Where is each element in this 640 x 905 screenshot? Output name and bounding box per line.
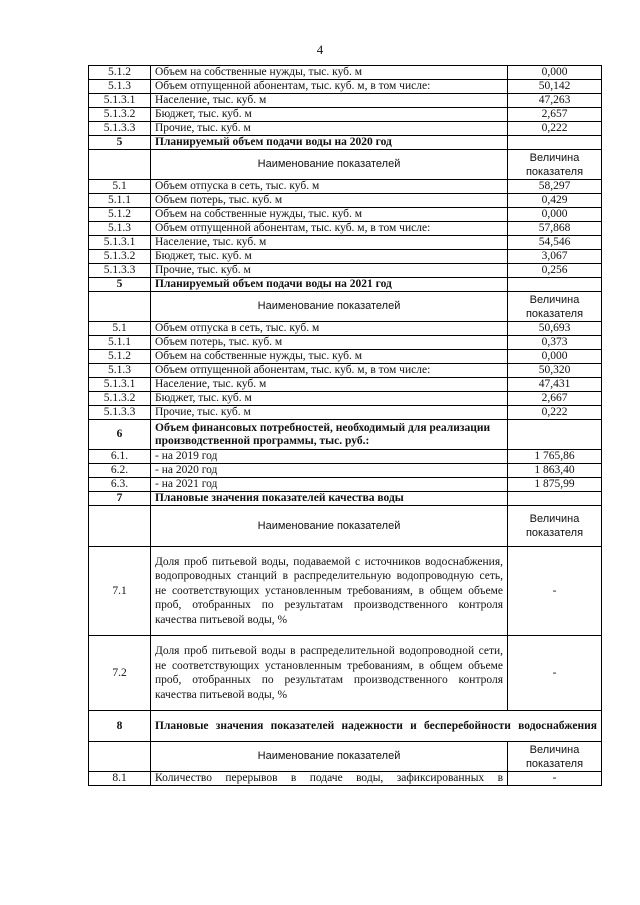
row-label: Прочие, тыс. куб. м: [151, 264, 508, 278]
table-row: [89, 180, 602, 194]
row-label: Планируемый объем подачи воды на 2020 год: [151, 136, 508, 150]
table-row: [89, 364, 602, 378]
row-label: Доля проб питьевой воды, подаваемой с источников водоснабжения, водопроводных станций в распределительную водопроводную сеть, не соответствующих установленным требованиям, в общем объеме проб, отобранных по результатам производственного контроля качества питьевой воды, %: [151, 547, 508, 636]
table-row: [89, 278, 602, 292]
row-value: Величина показателя: [508, 292, 602, 322]
row-number: [89, 742, 151, 772]
row-value: 2,657: [508, 108, 602, 122]
row-label: Наименование показателей: [151, 742, 508, 772]
row-label: Наименование показателей: [151, 292, 508, 322]
table-row: [89, 292, 602, 322]
table-row: [89, 478, 602, 492]
row-label: Объем на собственные нужды, тыс. куб. м: [151, 350, 508, 364]
row-number: 5.1.3.3: [89, 122, 151, 136]
row-value: 3,067: [508, 250, 602, 264]
row-value: 0,000: [508, 66, 602, 80]
row-number: [89, 150, 151, 180]
row-number: 5.1.3: [89, 80, 151, 94]
row-number: [89, 506, 151, 547]
row-value: 0,222: [508, 122, 602, 136]
row-value: 1 765,86: [508, 450, 602, 464]
row-value: [508, 492, 602, 506]
row-number: 8.1: [89, 772, 151, 786]
table-row: [89, 194, 602, 208]
row-label: - на 2019 год: [151, 450, 508, 464]
row-value: 47,263: [508, 94, 602, 108]
row-value: -: [508, 547, 602, 636]
row-value: 0,429: [508, 194, 602, 208]
row-number: 5.1.1: [89, 336, 151, 350]
row-number: 5.1: [89, 322, 151, 336]
row-label: Объем потерь, тыс. куб. м: [151, 194, 508, 208]
row-label: Наименование показателей: [151, 506, 508, 547]
row-number: 5.1.3.1: [89, 236, 151, 250]
table-row: [89, 450, 602, 464]
row-label: Плановые значения показателей надежности и бесперебойности водоснабжения: [151, 711, 602, 742]
row-number: 5.1.3: [89, 222, 151, 236]
table-row: [89, 136, 602, 150]
table-row: [89, 492, 602, 506]
indicators-table: [88, 65, 602, 786]
row-value: 0,222: [508, 406, 602, 420]
row-value: 1 863,40: [508, 464, 602, 478]
row-value: [508, 136, 602, 150]
row-label: Планируемый объем подачи воды на 2021 год: [151, 278, 508, 292]
table-row: [89, 464, 602, 478]
row-label: Количество перерывов в подаче воды, зафиксированных в: [151, 772, 508, 786]
row-label: Прочие, тыс. куб. м: [151, 122, 508, 136]
row-value: 50,693: [508, 322, 602, 336]
table-row: [89, 406, 602, 420]
row-number: 6.3.: [89, 478, 151, 492]
row-value: Величина показателя: [508, 506, 602, 547]
table-row: [89, 392, 602, 406]
table-row: [89, 94, 602, 108]
row-number: 7.1: [89, 547, 151, 636]
row-number: 5.1: [89, 180, 151, 194]
table-row: [89, 108, 602, 122]
table-row: [89, 547, 602, 636]
row-number: 8: [89, 711, 151, 742]
table-row: [89, 506, 602, 547]
row-label: Объем на собственные нужды, тыс. куб. м: [151, 66, 508, 80]
row-label: Прочие, тыс. куб. м: [151, 406, 508, 420]
row-number: 5: [89, 136, 151, 150]
row-number: 5: [89, 278, 151, 292]
row-label: Доля проб питьевой воды в распределительной водопроводной сети, не соответствующих установленным требованиям, в общем объеме проб, отобранных по результатам производственного контроля качества питьевой воды, %: [151, 636, 508, 711]
row-value: [508, 420, 602, 450]
row-label: Население, тыс. куб. м: [151, 94, 508, 108]
page-number: 4: [316, 42, 324, 57]
table-row: [89, 264, 602, 278]
table-row: [89, 336, 602, 350]
row-label: Население, тыс. куб. м: [151, 236, 508, 250]
row-number: 5.1.3.3: [89, 264, 151, 278]
table-row: [89, 711, 602, 742]
row-number: 5.1.3.3: [89, 406, 151, 420]
row-label: Объем финансовых потребностей, необходимый для реализации производственной программы, тыс. руб.:: [151, 420, 508, 450]
table-row: [89, 122, 602, 136]
row-number: 5.1.1: [89, 194, 151, 208]
row-value: 0,000: [508, 350, 602, 364]
table-row: [89, 378, 602, 392]
table-row: [89, 350, 602, 364]
row-value: 0,373: [508, 336, 602, 350]
row-value: 58,297: [508, 180, 602, 194]
row-label: Объем отпущенной абонентам, тыс. куб. м, в том числе:: [151, 222, 508, 236]
row-value: 57,868: [508, 222, 602, 236]
row-number: 5.1.2: [89, 208, 151, 222]
row-number: 5.1.3.2: [89, 108, 151, 122]
row-number: 5.1.2: [89, 350, 151, 364]
row-label: - на 2020 год: [151, 464, 508, 478]
row-label: Наименование показателей: [151, 150, 508, 180]
row-number: 5.1.3: [89, 364, 151, 378]
row-value: 0,000: [508, 208, 602, 222]
row-number: 6.2.: [89, 464, 151, 478]
row-value: 0,256: [508, 264, 602, 278]
row-value: 50,142: [508, 80, 602, 94]
row-value: Величина показателя: [508, 150, 602, 180]
table-row: [89, 66, 602, 80]
row-label: Объем отпущенной абонентам, тыс. куб. м, в том числе:: [151, 364, 508, 378]
row-label: - на 2021 год: [151, 478, 508, 492]
row-number: 5.1.3.2: [89, 250, 151, 264]
row-value: 1 875,99: [508, 478, 602, 492]
table-row: [89, 772, 602, 786]
row-number: 5.1.3.1: [89, 94, 151, 108]
table-row: [89, 250, 602, 264]
row-value: -: [508, 772, 602, 786]
row-label: Объем отпуска в сеть, тыс. куб. м: [151, 322, 508, 336]
table-row: [89, 420, 602, 450]
table-row: [89, 322, 602, 336]
row-value: 47,431: [508, 378, 602, 392]
row-number: 6.1.: [89, 450, 151, 464]
row-number: 6: [89, 420, 151, 450]
table-row: [89, 208, 602, 222]
row-label: Объем на собственные нужды, тыс. куб. м: [151, 208, 508, 222]
row-label: Объем отпущенной абонентам, тыс. куб. м, в том числе:: [151, 80, 508, 94]
row-label: Население, тыс. куб. м: [151, 378, 508, 392]
table-row: [89, 636, 602, 711]
row-number: 7: [89, 492, 151, 506]
table-row: [89, 80, 602, 94]
row-label: Бюджет, тыс. куб. м: [151, 392, 508, 406]
row-value: 54,546: [508, 236, 602, 250]
row-number: 5.1.3.1: [89, 378, 151, 392]
table-row: [89, 236, 602, 250]
row-number: 7.2: [89, 636, 151, 711]
row-label: Бюджет, тыс. куб. м: [151, 250, 508, 264]
row-label: Бюджет, тыс. куб. м: [151, 108, 508, 122]
row-number: 5.1.2: [89, 66, 151, 80]
row-label: Объем отпуска в сеть, тыс. куб. м: [151, 180, 508, 194]
table-row: [89, 150, 602, 180]
table-row: [89, 742, 602, 772]
row-value: [508, 278, 602, 292]
row-value: 50,320: [508, 364, 602, 378]
row-value: Величина показателя: [508, 742, 602, 772]
row-value: 2,667: [508, 392, 602, 406]
row-number: [89, 292, 151, 322]
row-value: -: [508, 636, 602, 711]
row-number: 5.1.3.2: [89, 392, 151, 406]
table-row: [89, 222, 602, 236]
row-label: Объем потерь, тыс. куб. м: [151, 336, 508, 350]
row-label: Плановые значения показателей качества воды: [151, 492, 508, 506]
